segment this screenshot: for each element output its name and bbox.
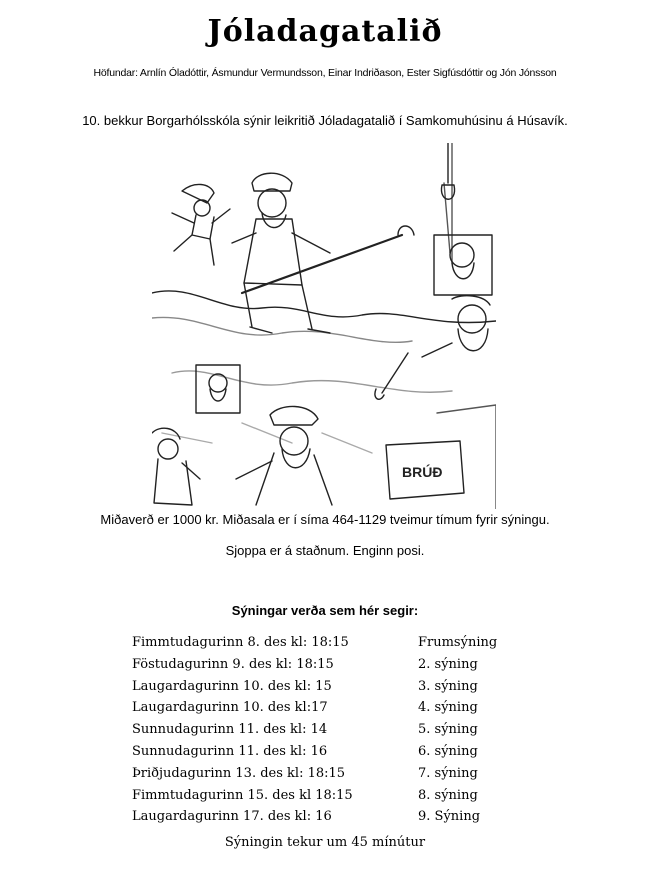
schedule-date: Laugardagurinn 17. des kl: 16 xyxy=(132,809,332,825)
schedule-date: Laugardagurinn 10. des kl:17 xyxy=(132,700,328,716)
schedule-row xyxy=(132,654,532,676)
schedule-row xyxy=(132,785,532,807)
illustration-santa-sketch xyxy=(152,143,496,509)
schedule-date: Sunnudagurinn 11. des kl: 16 xyxy=(132,743,328,759)
sign-text: BRÚÐ xyxy=(402,464,443,480)
schedule-row xyxy=(132,676,532,698)
price-info: Miðaverð er 1000 kr. Miðasala er í síma 464-1129 tveimur tímum fyrir sýningu. xyxy=(100,512,550,527)
schedule-show: 5. sýning xyxy=(418,722,478,738)
schedule-heading: Sýningar verða sem hér segir: xyxy=(231,603,419,618)
schedule-show: Frumsýning xyxy=(418,635,498,650)
schedule-date: Fimmtudagurinn 8. des kl: 18:15 xyxy=(132,635,349,650)
schedule-date: Sunnudagurinn 11. des kl: 14 xyxy=(132,722,328,738)
sign-board xyxy=(386,441,464,499)
schedule-show: 7. sýning xyxy=(418,765,478,781)
schedule-date: Laugardagurinn 10. des kl: 15 xyxy=(132,678,332,694)
schedule-list xyxy=(132,632,532,828)
schedule-date: Fimmtudagurinn 15. des kl 18:15 xyxy=(132,787,353,803)
schedule-date: Þriðjudagurinn 13. des kl: 18:15 xyxy=(132,765,346,781)
schedule-show: 9. Sýning xyxy=(418,809,481,825)
schedule-show: 2. sýning xyxy=(418,656,478,672)
schedule-row xyxy=(132,632,532,654)
schedule-show: 8. sýning xyxy=(418,787,478,803)
window-santa-right xyxy=(434,235,492,295)
authors-line: Höfundar: Arnlín Óladóttir, Ásmundur Vermundsson, Einar Indriðason, Ester Sigfúsdóttir og Jón Jónsson xyxy=(93,67,557,79)
schedule-row xyxy=(132,697,532,719)
flyer-title: Jóladagatalið xyxy=(207,14,443,49)
schedule-row xyxy=(132,741,532,763)
shop-info: Sjoppa er á staðnum. Enginn posi. xyxy=(225,543,425,558)
schedule-row xyxy=(132,806,532,828)
intro-text: 10. bekkur Borgarhólsskóla sýnir leikritið Jóladagatalið í Samkomuhúsinu á Húsavík. xyxy=(82,113,568,128)
schedule-date: Föstudagurinn 9. des kl: 18:15 xyxy=(132,656,334,672)
schedule-show: 6. sýning xyxy=(418,743,478,759)
flying-gnome-figure xyxy=(172,184,230,265)
schedule-show: 3. sýning xyxy=(418,678,478,694)
duration-note: Sýningin tekur um 45 mínútur xyxy=(224,835,426,850)
schedule-show: 4. sýning xyxy=(418,700,478,716)
bottom-center-santa xyxy=(236,406,332,505)
schedule-row xyxy=(132,763,532,785)
schedule-row xyxy=(132,719,532,741)
bearded-santa-right xyxy=(375,296,490,400)
central-santa-figure xyxy=(232,173,414,333)
